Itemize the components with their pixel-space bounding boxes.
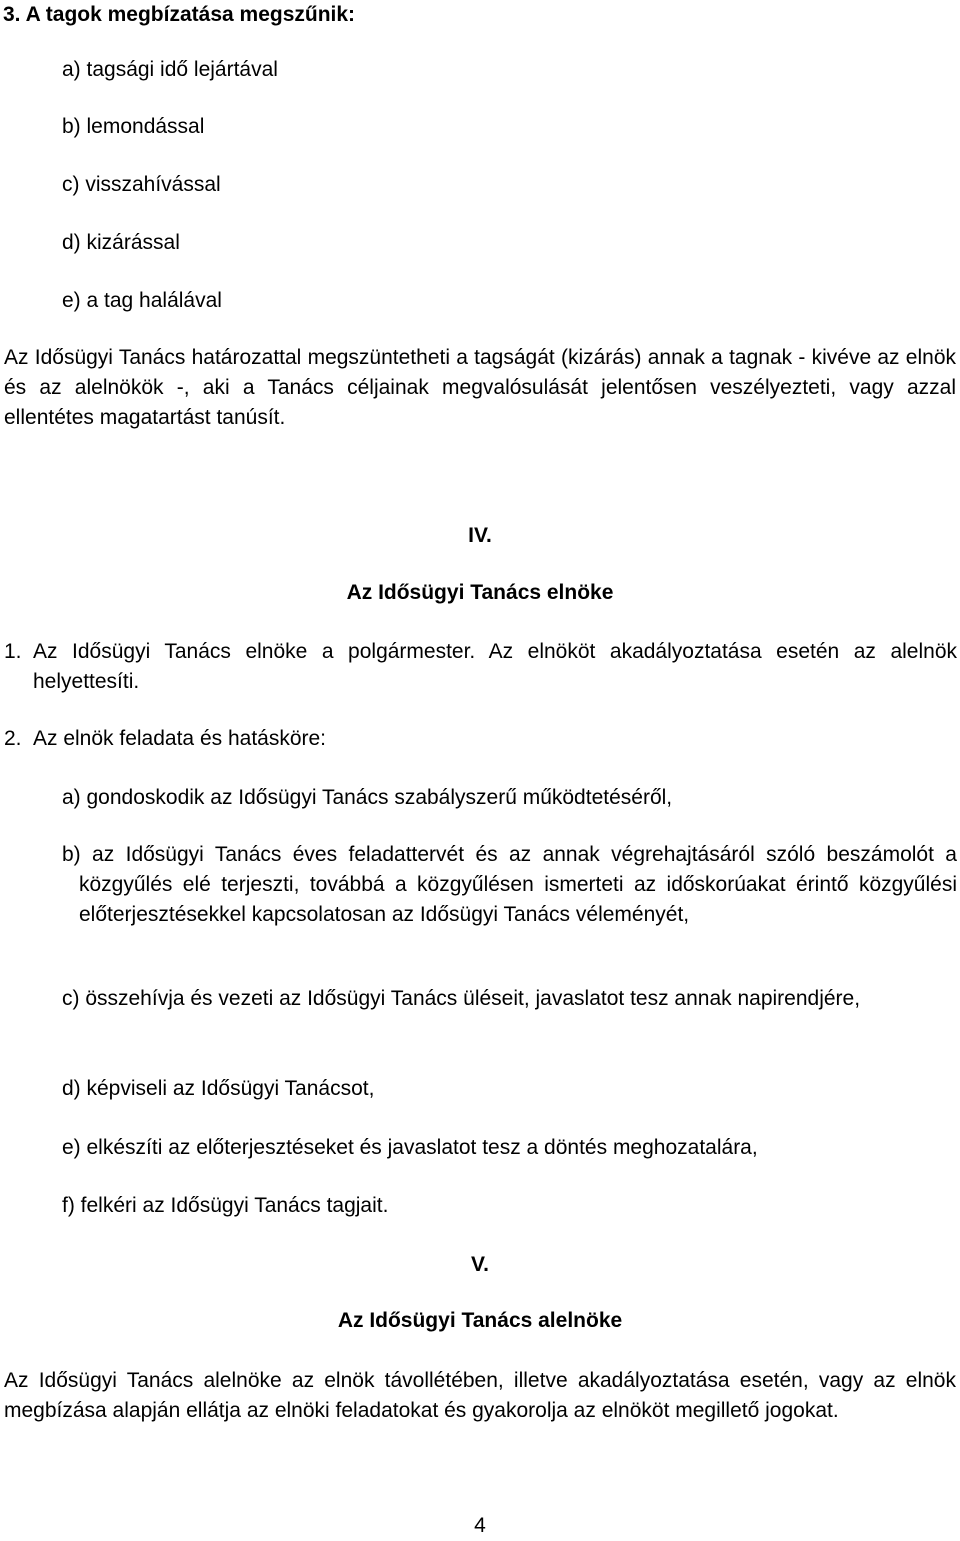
duty-f: f) felkéri az Idősügyi Tanács tagjait.: [62, 1194, 389, 1217]
point-1-text: Az Idősügyi Tanács elnöke a polgármester. Az elnököt akadályoztatása esetén az alelnök helyettesíti.: [33, 640, 957, 693]
duty-d: d) képviseli az Idősügyi Tanácsot,: [62, 1077, 375, 1100]
point-1-number: 1.: [4, 640, 22, 663]
termination-item-c: c) visszahívással: [62, 173, 221, 196]
point-2-text: Az elnök feladata és hatásköre:: [33, 727, 327, 750]
exclusion-paragraph: Az Idősügyi Tanács határozattal megszüntetheti a tagságát (kizárás) annak a tagnak - kivéve az elnök és az alelnökök -, aki a Tanács céljainak megvalósulását jelentősen veszélyezteti, vagy azzal ellentétes magatartást tanúsít.: [4, 346, 956, 429]
vice-president-paragraph: Az Idősügyi Tanács alelnöke az elnök távollétében, illetve akadályoztatása esetén, vagy az elnök megbízása alapján ellátja az elnöki feladatokat és gyakorolja az elnököt megillető jogokat.: [4, 1369, 956, 1422]
termination-item-d: d) kizárással: [62, 231, 180, 254]
duty-c: c) összehívja és vezeti az Idősügyi Tanács üléseit, javaslatot tesz annak napirendjére,: [62, 987, 861, 1010]
duty-e: e) elkészíti az előterjesztéseket és javaslatot tesz a döntés meghozatalára,: [62, 1136, 758, 1159]
termination-item-e: e) a tag halálával: [62, 289, 222, 312]
chapter-5-title: Az Idősügyi Tanács alelnöke: [337, 1309, 623, 1332]
duty-b: b) az Idősügyi Tanács éves feladattervét és az annak végrehajtásáról szóló beszámolót a közgyűlés elé terjeszti, továbbá a közgyűlésen ismerteti az időskorúakat érintő közgyűlési előterjesztésekkel kapcsolatosan az Idősügyi Tanács véleményét,: [62, 843, 957, 926]
point-2-number: 2.: [4, 727, 22, 750]
chapter-5-number: V.: [471, 1253, 489, 1276]
termination-item-b: b) lemondással: [62, 115, 205, 138]
section-3-heading: 3. A tagok megbízatása megszűnik:: [3, 3, 356, 26]
chapter-4-title: Az Idősügyi Tanács elnöke: [346, 581, 614, 604]
chapter-4-number: IV.: [468, 524, 492, 547]
page-number: 4: [474, 1514, 486, 1537]
duty-a: a) gondoskodik az Idősügyi Tanács szabályszerű működtetéséről,: [62, 786, 673, 809]
termination-item-a: a) tagsági idő lejártával: [62, 58, 278, 81]
